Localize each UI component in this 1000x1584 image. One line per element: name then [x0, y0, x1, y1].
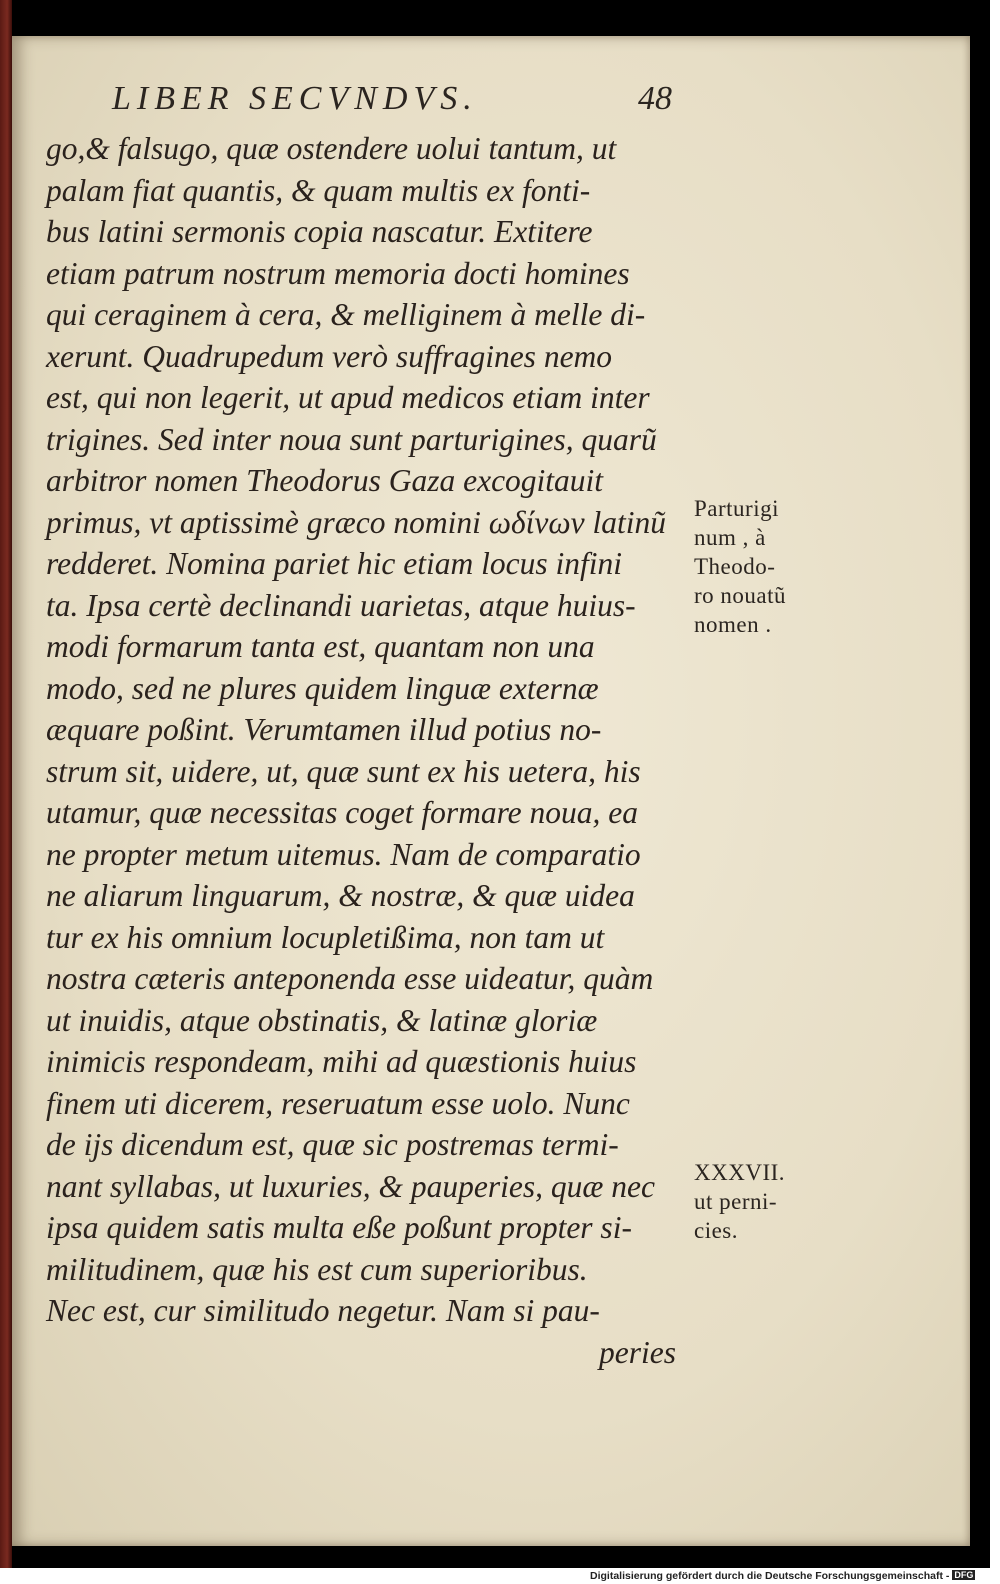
- catchword: peries: [599, 1334, 676, 1370]
- text-line: finem uti dicerem, reseruatum esse uolo. Nunc: [46, 1085, 630, 1121]
- text-line: inimicis respondeam, mihi ad quæstionis huius: [46, 1044, 637, 1079]
- margin-note-line: ro nouatũ: [694, 583, 787, 608]
- text-line: nostra cæteris anteponenda esse uideatur, quàm: [46, 961, 654, 996]
- text-line: modo, sed ne plures quidem linguæ externæ: [46, 670, 599, 706]
- text-line: bus latini sermonis copia nascatur. Extitere: [46, 214, 593, 249]
- margin-note-line: Theodo-: [694, 554, 776, 579]
- text-line: arbitror nomen Theodorus Gaza excogitauit: [46, 463, 604, 498]
- text-line: de ijs dicendum est, quæ sic postremas termi-: [46, 1127, 619, 1162]
- margin-note-xxxvii: [694, 1158, 844, 1245]
- text-line: modi formarum tanta est, quantam non una: [46, 629, 595, 664]
- text-line: Nec est, cur similitudo negetur. Nam si pau-: [46, 1293, 600, 1328]
- main-text-block: [46, 128, 676, 1373]
- margin-note-line: nomen .: [694, 612, 772, 637]
- text-line: militudinem, quæ his est cum superioribus.: [46, 1251, 588, 1287]
- text-line: trigines. Sed inter noua sunt parturigines, quarũ: [46, 421, 657, 457]
- text-line: ut inuidis, atque obstinatis, & latinæ gloriæ: [46, 1002, 598, 1038]
- text-line: go,& falsugo, quæ ostendere uolui tantum, ut: [46, 131, 617, 166]
- text-line: ne aliarum linguarum, & nostræ, & quæ uidea: [46, 878, 635, 913]
- text-line: utamur, quæ necessitas coget formare noua, ea: [46, 795, 639, 830]
- dfg-logo: DFG: [954, 1570, 974, 1580]
- text-line: nant syllabas, ut luxuries, & pauperies, quæ nec: [46, 1168, 655, 1204]
- text-line: etiam patrum nostrum memoria docti homines: [46, 255, 630, 291]
- text-line: qui ceraginem à cera, & melliginem à melle di-: [46, 297, 646, 332]
- running-header: [112, 80, 672, 130]
- text-line: redderet. Nomina pariet hic etiam locus infini: [46, 546, 622, 581]
- margin-note-line: cies.: [694, 1218, 739, 1243]
- margin-note-line: num , à: [694, 525, 766, 550]
- margin-note-line: Parturigi: [694, 496, 779, 521]
- credit-text: Digitalisierung gefördert durch die Deutsche Forschungsgemeinschaft -: [590, 1570, 950, 1582]
- digitization-credit: [590, 1570, 998, 1584]
- page-number: 48: [638, 80, 672, 117]
- book-binding-edge: [0, 0, 12, 1568]
- text-line: xerunt. Quadrupedum verò suffragines nemo: [46, 338, 613, 374]
- text-line: tur ex his omnium locupletißima, non tam ut: [46, 919, 605, 955]
- text-line: strum sit, uidere, ut, quæ sunt ex his uetera, his: [46, 753, 641, 789]
- text-line: ipsa quidem satis multa eße poßunt propter si-: [46, 1210, 632, 1245]
- book-page: [12, 36, 970, 1546]
- text-line: ta. Ipsa certè declinandi uarietas, atque huius-: [46, 587, 636, 623]
- margin-note-line: XXXVII.: [694, 1160, 786, 1185]
- text-line: palam fiat quantis, & quam multis ex fonti-: [46, 172, 591, 208]
- text-line: primus, vt aptissimè græco nomini ωδίνων latinũ: [46, 504, 666, 540]
- text-line: est, qui non legerit, ut apud medicos etiam inter: [46, 380, 650, 415]
- text-line: æquare poßint. Verumtamen illud potius no-: [46, 712, 602, 747]
- margin-note-parturiginum: [694, 494, 844, 639]
- margin-note-line: ut perni-: [694, 1189, 778, 1214]
- running-title: LIBER SECVNDVS.: [112, 80, 478, 117]
- text-line: ne propter metum uitemus. Nam de comparatio: [46, 836, 641, 872]
